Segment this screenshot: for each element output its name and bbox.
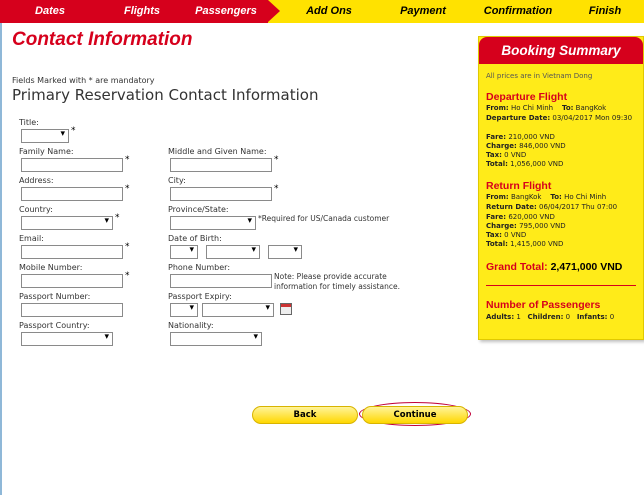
passport-number-input[interactable] — [21, 303, 123, 317]
nationality-label: Nationality: — [168, 321, 214, 330]
step-dates[interactable]: Dates — [0, 0, 100, 23]
calendar-icon[interactable] — [280, 303, 292, 315]
return-flight-heading: Return Flight — [486, 180, 552, 192]
middle-given-name-input[interactable] — [170, 158, 272, 172]
email-input[interactable] — [21, 245, 123, 259]
step-arrow-indicator — [268, 0, 280, 22]
country-select[interactable] — [21, 216, 113, 230]
departure-charge: Charge: 846,000 VND — [486, 142, 566, 150]
departure-flight-heading: Departure Flight — [486, 91, 568, 103]
passport-number-label: Passport Number: — [19, 292, 91, 301]
family-name-input[interactable] — [21, 158, 123, 172]
required-mark: * — [274, 184, 279, 194]
passport-expiry-label: Passport Expiry: — [168, 292, 232, 301]
title-select[interactable] — [21, 129, 69, 143]
dob-month-select[interactable] — [206, 245, 260, 259]
required-mark: * — [125, 271, 130, 281]
address-label: Address: — [19, 176, 54, 185]
step-passengers[interactable]: Passengers — [184, 0, 268, 23]
country-label: Country: — [19, 205, 53, 214]
phone-number-input[interactable] — [170, 274, 272, 288]
required-mark: * — [125, 184, 130, 194]
step-add-ons: Add Ons — [306, 5, 352, 17]
progress-steps-bar — [0, 0, 644, 23]
continue-button[interactable]: Continue — [362, 406, 468, 424]
section-title: Primary Reservation Contact Information — [12, 86, 319, 104]
passport-country-label: Passport Country: — [19, 321, 90, 330]
passport-expiry-month-year-select[interactable] — [202, 303, 274, 317]
return-tax: Tax: 0 VND — [486, 231, 527, 239]
return-fare: Fare: 620,000 VND — [486, 213, 555, 221]
return-date: Return Date: 06/04/2017 Thu 07:00 — [486, 203, 618, 211]
step-confirmation: Confirmation — [483, 5, 553, 17]
address-input[interactable] — [21, 187, 123, 201]
departure-date: Departure Date: 03/04/2017 Mon 09:30 — [486, 114, 633, 122]
family-name-label: Family Name: — [19, 147, 74, 156]
step-finish: Finish — [588, 5, 622, 17]
title-label: Title: — [19, 118, 39, 127]
passport-expiry-day-select[interactable] — [170, 303, 198, 317]
departure-fare: Fare: 210,000 VND — [486, 133, 555, 141]
grand-total: Grand Total: 2,471,000 VND — [486, 261, 623, 273]
return-charge: Charge: 795,000 VND — [486, 222, 566, 230]
province-state-label: Province/State: — [168, 205, 229, 214]
required-mark: * — [125, 155, 130, 165]
mandatory-note: Fields Marked with * are mandatory — [12, 76, 155, 85]
departure-route: From: Ho Chi Minh To: BangKok — [486, 104, 607, 112]
mobile-number-label: Mobile Number: — [19, 263, 83, 272]
phone-accuracy-note: Note: Please provide accurate information for timely assistance. — [274, 272, 401, 291]
step-payment: Payment — [400, 5, 446, 17]
back-button[interactable]: Back — [252, 406, 358, 424]
province-required-note: *Required for US/Canada customer — [258, 214, 390, 223]
email-label: Email: — [19, 234, 44, 243]
departure-total: Total: 1,056,000 VND — [486, 160, 564, 168]
booking-summary-title: Booking Summary — [479, 37, 643, 64]
phone-number-label: Phone Number: — [168, 263, 231, 272]
nationality-select[interactable] — [170, 332, 262, 346]
passenger-counts: Adults: 1 Children: 0 Infants: 0 — [486, 313, 615, 321]
passport-country-select[interactable] — [21, 332, 113, 346]
city-input[interactable] — [170, 187, 272, 201]
summary-divider — [486, 285, 636, 286]
middle-given-name-label: Middle and Given Name: — [168, 147, 267, 156]
required-mark: * — [274, 155, 279, 165]
booking-summary-panel — [478, 36, 644, 340]
required-mark: * — [115, 213, 120, 223]
return-total: Total: 1,415,000 VND — [486, 240, 564, 248]
dob-day-select[interactable] — [170, 245, 198, 259]
step-flights[interactable]: Flights — [100, 0, 184, 23]
mobile-number-input[interactable] — [21, 274, 123, 288]
city-label: City: — [168, 176, 186, 185]
dob-year-select[interactable] — [268, 245, 302, 259]
required-mark: * — [71, 126, 76, 136]
return-route: From: BangKok To: Ho Chi Minh — [486, 193, 607, 201]
page-title: Contact Information — [12, 29, 193, 50]
required-mark: * — [125, 242, 130, 252]
date-of-birth-label: Date of Birth: — [168, 234, 222, 243]
passengers-heading: Number of Passengers — [486, 299, 601, 311]
left-border — [0, 23, 2, 495]
currency-note: All prices are in Vietnam Dong — [486, 72, 593, 80]
province-state-select[interactable] — [170, 216, 256, 230]
departure-tax: Tax: 0 VND — [486, 151, 527, 159]
